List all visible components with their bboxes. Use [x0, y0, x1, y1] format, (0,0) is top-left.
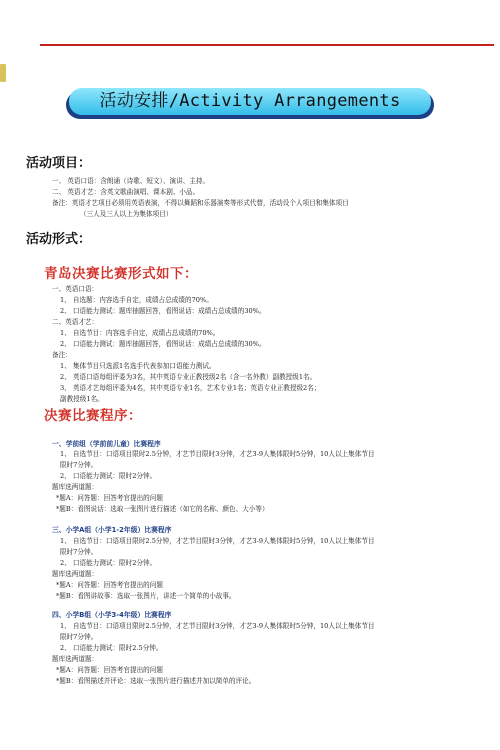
forms-line: 1、 自选题：内容选手自定，成绩占总成绩的70%。 — [60, 296, 213, 304]
group-line: 1、 自选节目：口语项目限时2.5分钟，才艺节目限时3分钟，才艺3-9人集体限时5分钟，10人以上集体节目 — [60, 450, 375, 458]
group-line: 2、 口语能力测试：限时2分钟。 — [60, 472, 157, 480]
projects-heading: 活动项目： — [26, 156, 92, 171]
group-line: 2、 口语能力测试：限时2.5分钟。 — [60, 644, 163, 652]
group-line: 1、 自选节目：口语项目限时2.5分钟，才艺节目限时3分钟，才艺3-9人集体限时5分钟，10人以上集体节目 — [60, 537, 375, 545]
group-line: 题库选两道题： — [52, 483, 99, 491]
forms-line: 3、 英语才艺每组评委为4名，其中英语专业1名，艺术专业1名；英语专业正教授级2名； — [60, 384, 321, 392]
forms-line: 2、 口语能力测试：题库抽题回答，看图说话：成绩占总成绩的30%。 — [60, 307, 266, 315]
group-title: 三、小学A组（小学1-2年级）比赛程序 — [52, 526, 172, 534]
projects-line-2: 二、 英语才艺：含英文歌曲演唱、课本剧、小品。 — [52, 188, 200, 196]
group-line: 题库选两道题： — [52, 655, 99, 663]
group-line: 题库选两道题： — [52, 570, 99, 578]
group-title: 一、学前组（学前前儿童）比赛程序 — [52, 440, 161, 448]
group-line: *题B：看图描述并评论：选取一张图片进行描述并加以简单的评论。 — [56, 677, 256, 685]
forms-line: 副教授级1名。 — [60, 395, 104, 403]
forms-line: 1、 自选节目：内容选手自定，成绩占总成绩的70%。 — [60, 329, 220, 337]
forms-line: 备注： — [52, 351, 72, 359]
forms-subheading: 青岛决赛比赛形式如下： — [44, 266, 198, 282]
procedure-heading: 决赛比赛程序： — [44, 408, 142, 424]
group-title: 四、小学B组（小学3-4年级）比赛程序 — [52, 611, 172, 619]
group-line: 限时7分钟。 — [60, 548, 98, 556]
group-line: 2、 口语能力测试：限时2分钟。 — [60, 559, 157, 567]
group-line: *题B：看图说话：选取一张图片进行描述（如它的名称、颜色、大小等） — [56, 505, 269, 513]
forms-line: 1、 集体节目只选派1名选手代表参加口语能力测试。 — [60, 362, 216, 370]
group-line: *题A：问答题：回答考官提出的问题 — [56, 581, 163, 589]
group-line: *题A：问答题：回答考官提出的问题 — [56, 666, 163, 674]
projects-note-cont: （三人及三人以上为集体项目） — [80, 210, 173, 218]
section-banner — [66, 88, 434, 118]
group-line: 限时7分钟。 — [60, 633, 98, 641]
forms-line: 2、 口语能力测试：题库抽题回答，看图说话：成绩占总成绩的30%。 — [60, 340, 266, 348]
forms-heading: 活动形式： — [26, 232, 92, 247]
forms-line: 二、英语才艺： — [52, 318, 99, 326]
projects-note: 备注：英语才艺项目必须用英语表演，不得以舞蹈和乐器演奏等形式代替，活动设个人项目和集体项目 — [52, 199, 349, 207]
corner-logo-fragment — [0, 64, 6, 82]
group-line: *题A：问答题：回答考官提出的问题 — [56, 494, 163, 502]
forms-line: 2、 英语口语每组评委为3名，其中英语专业正教授级2名（含一名外教）副教授级1名。 — [60, 373, 317, 381]
top-divider — [40, 44, 494, 46]
banner-title: 活动安排/Activity Arrangements — [69, 88, 431, 115]
group-line: 限时7分钟。 — [60, 461, 98, 469]
group-line: 1、 自选节目：口语项目限时2.5分钟，才艺节目限时3分钟，才艺3-9人集体限时5分钟，10人以上集体节目 — [60, 622, 375, 630]
projects-line-1: 一、 英语口语：含朗诵（诗歌、短文）、演讲、主持。 — [52, 177, 210, 185]
forms-line: 一、英语口语： — [52, 285, 99, 293]
group-line: *题B：看图讲故事：选取一张图片，讲述一个简单的小故事。 — [56, 592, 236, 600]
